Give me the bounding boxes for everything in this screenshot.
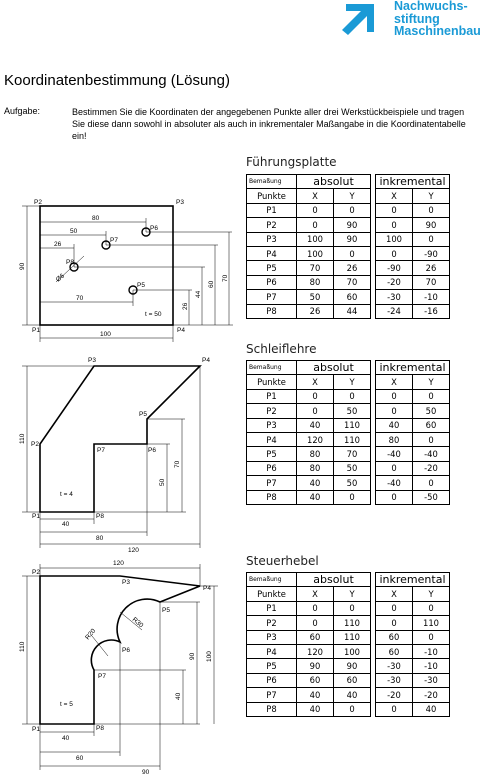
label-p1: P1 [32,327,40,334]
task-text: Bestimmen Sie die Koordinaten der angegebenen Punkte aller drei Werkstückbeispiele und tragen Sie diese dann sowohl in absoluter als auch in inkrementaler Maßangabe in die Koordinatentabelle ein! [72,107,466,142]
point-name-cell: P6 [247,673,297,687]
dim-80: 80 [96,535,104,542]
coordinate-cell: 110 [334,432,371,446]
coordinate-cell: 60 [297,673,334,687]
coordinate-cell: -90 [376,261,413,275]
coordinate-cell: 80 [297,461,334,475]
label-p7: P7 [110,237,118,244]
point-name-cell: P4 [247,246,297,260]
point-name-cell: P1 [247,203,297,217]
coordinate-cell: 0 [297,218,334,232]
table-row [247,418,450,432]
coordinate-cell: 0 [376,616,413,630]
coordinate-cell: 50 [334,404,371,418]
point-name-cell: P7 [247,476,297,490]
point-name-cell: P1 [247,389,297,403]
dim-50: 50 [70,228,78,235]
coordinate-cell: -10 [413,659,450,673]
point-name-cell: P2 [247,616,297,630]
label-p6: P6 [148,447,156,454]
point-name-cell: P8 [247,702,297,716]
coordinate-cell: 0 [334,203,371,217]
coordinate-cell: 70 [297,261,334,275]
coordinate-cell: -20 [413,461,450,475]
coordinate-cell: -20 [376,275,413,289]
dim-40v: 40 [175,692,182,700]
dim-70v: 70 [222,274,229,282]
coordinate-cell: 0 [413,476,450,490]
coordinate-cell: 40 [297,688,334,702]
coordinate-cell: 0 [413,389,450,403]
table-row [247,659,450,673]
section-title-schleiflehre: Schleiflehre [246,342,317,356]
label-p4: P4 [177,327,185,334]
coordinate-cell: 0 [376,601,413,615]
dim-120: 120 [113,560,124,567]
dim-60: 60 [76,755,84,762]
point-name-cell: P5 [247,659,297,673]
label-p3: P3 [122,579,130,586]
coordinate-cell: 0 [334,246,371,260]
section-title-fuehrungsplatte: Führungsplatte [246,155,337,169]
coordinate-cell: 90 [334,232,371,246]
coordinate-cell: 100 [297,246,334,260]
dim-90: 90 [19,262,26,270]
label-p8: P8 [96,513,104,520]
coordinate-cell: 0 [334,490,371,504]
coordinate-cell: -30 [376,290,413,304]
table-row [247,673,450,687]
table-schleiflehre: Bemaßung absolut inkremental Punkte X Y X Y P1 0 0 0 0 P2 0 50 0 50 P3 40 110 40 60 P4 120 110 80 0 P5 80 70 -40 -40 P6 80 50 0 -20 P7 40 50 -40 0 P8 40 0 0 -50 [246,360,450,505]
table-row [247,304,450,318]
coordinate-cell: 0 [413,203,450,217]
coordinate-cell: 0 [376,203,413,217]
coordinate-cell: -40 [376,447,413,461]
coordinate-cell: 0 [297,389,334,403]
coordinate-cell: 60 [334,673,371,687]
coordinate-cell: 0 [297,203,334,217]
coordinate-cell: -20 [376,688,413,702]
brand-logo [340,0,489,46]
point-name-cell: P7 [247,290,297,304]
coordinate-cell: 60 [376,644,413,658]
table-row [247,275,450,289]
coordinate-cell: 0 [413,432,450,446]
label-p4: P4 [203,585,211,592]
coordinate-cell: 0 [334,601,371,615]
table-row [247,290,450,304]
coordinate-cell: 100 [376,232,413,246]
rows-steuerhebel [247,601,450,716]
coordinate-cell: 60 [334,290,371,304]
point-name-cell: P7 [247,688,297,702]
coordinate-cell: 60 [297,630,334,644]
coordinate-cell: 90 [334,659,371,673]
label-p1: P1 [32,726,40,733]
label-p6: P6 [122,647,130,654]
coordinate-cell: 40 [334,688,371,702]
point-name-cell: P4 [247,432,297,446]
dim-80: 80 [92,215,100,222]
coordinate-cell: 120 [297,644,334,658]
coordinate-cell: -16 [413,304,450,318]
label-p8: P8 [66,259,74,266]
coordinate-cell: 0 [376,389,413,403]
coordinate-cell: 0 [376,461,413,475]
dim-70v: 70 [174,460,181,468]
logo-text: Nachwuchs- stiftung Maschinenbau [394,0,481,38]
coordinate-cell: 0 [297,404,334,418]
coordinate-cell: 0 [297,601,334,615]
thickness-label: t = 50 [145,311,162,318]
page-title: Koordinatenbestimmung (Lösung) [4,72,230,89]
coordinate-cell: 80 [297,447,334,461]
coordinate-cell: 0 [334,702,371,716]
coordinate-cell: 70 [334,275,371,289]
dim-40: 40 [62,735,70,742]
coordinate-cell: -90 [413,246,450,260]
coordinate-cell: 0 [413,630,450,644]
label-p5: P5 [162,607,170,614]
coordinate-cell: 0 [334,389,371,403]
table-row [247,688,450,702]
thickness-label: t = 4 [60,491,73,498]
coordinate-cell: 110 [334,630,371,644]
coordinate-cell: 70 [334,447,371,461]
arrow-logo-icon [340,2,380,42]
table-row [247,601,450,615]
rows-schleiflehre [247,389,450,504]
label-p4: P4 [202,357,210,364]
table-row [247,476,450,490]
table-row [247,644,450,658]
coordinate-cell: 40 [297,702,334,716]
dim-110: 110 [19,433,26,444]
label-p7: P7 [98,673,106,680]
dim-70: 70 [76,295,84,302]
point-name-cell: P5 [247,447,297,461]
table-row [247,389,450,403]
point-name-cell: P8 [247,304,297,318]
table-row [247,246,450,260]
coordinate-cell: 60 [413,418,450,432]
coordinate-cell: 0 [413,601,450,615]
table-row [247,232,450,246]
table-row [247,702,450,716]
coordinate-cell: 40 [413,702,450,716]
coordinate-cell: -50 [413,490,450,504]
coordinate-cell: 50 [334,476,371,490]
label-p8: P8 [96,725,104,732]
coordinate-cell: 110 [413,616,450,630]
coordinate-cell: 0 [376,404,413,418]
dim-50v: 50 [159,478,166,486]
point-name-cell: P3 [247,630,297,644]
label-p7: P7 [97,447,105,454]
coordinate-cell: 120 [297,432,334,446]
coordinate-cell: 50 [413,404,450,418]
dim-26: 26 [54,241,62,248]
point-name-cell: P5 [247,261,297,275]
coordinate-cell: -30 [376,673,413,687]
coordinate-cell: 90 [334,218,371,232]
table-row [247,630,450,644]
point-name-cell: P6 [247,461,297,475]
coordinate-cell: 50 [334,461,371,475]
coordinate-cell: 110 [334,418,371,432]
coordinate-cell: -30 [413,673,450,687]
coordinate-cell: 80 [376,432,413,446]
table-row [247,203,450,217]
table-row [247,218,450,232]
dim-44v: 44 [195,290,202,298]
table-steuerhebel: Bemaßung absolut inkremental Punkte X Y X Y P1 0 0 0 0 P2 0 110 0 110 P3 60 110 60 0 P4 120 100 60 -10 P5 90 90 -30 -10 P6 60 60 -30 -30 P7 40 40 -20 -20 P8 40 0 0 40 [246,572,450,717]
table-row [247,616,450,630]
coordinate-cell: 110 [334,616,371,630]
table-row [247,261,450,275]
dim-100: 100 [100,331,111,338]
table-fuehrungsplatte: Bemaßung absolut inkremental Punkte X Y X Y P1 0 0 0 0 P2 0 90 0 90 P3 100 90 100 0 P4 100 0 0 -90 P5 70 26 -90 26 P6 80 70 -20 70 P7 50 60 -30 -10 P8 26 44 -24 -16 [246,174,450,319]
coordinate-cell: 70 [413,275,450,289]
point-name-cell: P8 [247,490,297,504]
coordinate-cell: 40 [376,418,413,432]
coordinate-cell: 44 [334,304,371,318]
label-p5: P5 [137,282,145,289]
coordinate-cell: 26 [334,261,371,275]
point-name-cell: P4 [247,644,297,658]
coordinate-cell: 26 [297,304,334,318]
coordinate-cell: 60 [376,630,413,644]
label-p5: P5 [139,411,147,418]
coordinate-cell: -24 [376,304,413,318]
coordinate-cell: -20 [413,688,450,702]
coordinate-cell: 0 [376,218,413,232]
label-p2: P2 [32,569,40,576]
dim-60v: 60 [208,280,215,288]
table-row [247,447,450,461]
table-row [247,461,450,475]
coordinate-cell: 100 [334,644,371,658]
table-row [247,432,450,446]
label-p2: P2 [31,441,39,448]
point-name-cell: P1 [247,601,297,615]
coordinate-cell: 40 [297,418,334,432]
coordinate-cell: 80 [297,275,334,289]
coordinate-cell: 90 [297,659,334,673]
label-p1: P1 [32,513,40,520]
point-name-cell: P2 [247,218,297,232]
coordinate-cell: 100 [297,232,334,246]
point-name-cell: P3 [247,232,297,246]
dim-90v: 90 [189,652,196,660]
coordinate-cell: -10 [413,644,450,658]
label-p3: P3 [88,357,96,364]
coordinate-cell: 0 [297,616,334,630]
rows-fuehrungsplatte [247,203,450,318]
point-name-cell: P6 [247,275,297,289]
label-p6: P6 [150,225,158,232]
thickness-label: t = 5 [60,701,73,708]
coordinate-cell: 40 [297,476,334,490]
coordinate-cell: -30 [376,659,413,673]
coordinate-cell: -10 [413,290,450,304]
drawing-schleiflehre [0,354,240,554]
coordinate-cell: 0 [413,232,450,246]
dim-100v: 100 [206,651,213,662]
point-name-cell: P3 [247,418,297,432]
coordinate-cell: 0 [376,702,413,716]
task-label: Aufgabe: [4,106,41,116]
coordinate-cell: 0 [376,246,413,260]
coordinate-cell: -40 [413,447,450,461]
table-row [247,404,450,418]
coordinate-cell: 26 [413,261,450,275]
coordinate-cell: -40 [376,476,413,490]
dim-110: 110 [19,641,26,652]
point-name-cell: P2 [247,404,297,418]
dim-40: 40 [62,521,70,528]
coordinate-cell: 50 [297,290,334,304]
section-title-steuerhebel: Steuerhebel [246,554,319,568]
label-p3: P3 [176,199,184,206]
drawing-steuerhebel [0,556,240,775]
dim-26v: 26 [182,302,189,310]
coordinate-cell: 0 [376,490,413,504]
coordinate-cell: 40 [297,490,334,504]
radius-r30: R30 [130,616,145,630]
radius-r20: R20 [84,627,98,642]
drawing-fuehrungsplatte [0,190,240,350]
dim-90: 90 [142,769,150,775]
table-row [247,490,450,504]
coordinate-cell: 90 [413,218,450,232]
label-p2: P2 [34,199,42,206]
dim-120: 120 [128,547,139,554]
diameter-label: Ø6 [54,272,66,284]
